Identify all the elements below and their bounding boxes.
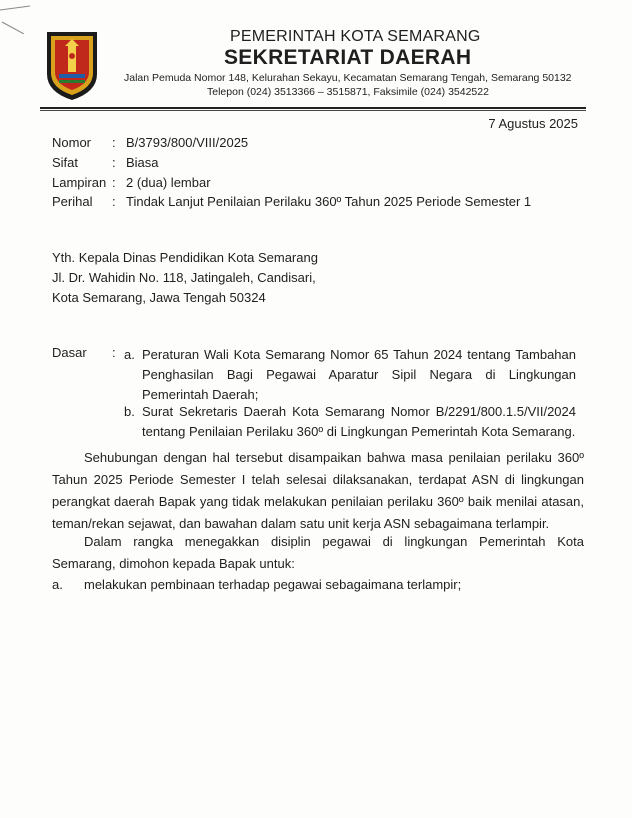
- paragraph-sehubungan: Sehubungan dengan hal tersebut disampaikan bahwa masa penilaian perilaku 360º Tahun 2025 Periode Semester I telah selesai dilaksanakan, terdapat ASN di lingkungan perangkat daerah Bapak yang tidak melakukan penilaian perilaku 360º baik menilai atasan, teman/rekan sejawat, dan bawahan dalam satu unit kerja ASN sebagaimana terlampir.: [52, 450, 584, 531]
- paragraph-dalam-rangka: Dalam rangka menegakkan disiplin pegawai di lingkungan Pemerintah Kota Semarang, dimohon kepada Bapak untuk:: [52, 534, 584, 571]
- header-office-name: SEKRETARIAT DAERAH: [224, 46, 472, 69]
- meta-label: Lampiran: [52, 175, 107, 190]
- dasar-item-text: Peraturan Wali Kota Semarang Nomor 65 Tahun 2024 tentang Tambahan Penghasilan Bagi Pegawai Aparatur Sipil Negara di Lingkungan Pemerintah Daerah;: [142, 347, 576, 402]
- scan-artifact-mark: [0, 4, 38, 34]
- dasar-item-b: [124, 402, 576, 442]
- meta-label: Sifat: [52, 155, 79, 170]
- dasar-item-a: [124, 345, 576, 405]
- list-item-marker: a.: [52, 577, 63, 592]
- header-government-name: PEMERINTAH KOTA SEMARANG: [230, 28, 481, 45]
- meta-value: 2 (dua) lembar: [126, 175, 211, 190]
- meta-row-sifat: Sifat : Biasa: [52, 155, 159, 170]
- meta-value: Tindak Lanjut Penilaian Perilaku 360º Tahun 2025 Periode Semester 1: [126, 194, 532, 209]
- dasar-item-text: Surat Sekretaris Daerah Kota Semarang Nomor B/2291/800.1.5/VII/2024 tentang Penilaian Perilaku 360º di Lingkungan Pemerintah Kota Semarang.: [142, 404, 576, 439]
- recipient-address-street: Jl. Dr. Wahidin No. 118, Jatingaleh, Candisari,: [52, 270, 316, 285]
- meta-row-perihal: Perihal : Tindak Lanjut Penilaian Perilaku 360º Tahun 2025 Periode Semester 1: [52, 194, 532, 209]
- dasar-label: Dasar: [52, 345, 87, 360]
- dasar-item-marker: a.: [124, 347, 135, 362]
- list-item-a: [52, 577, 461, 592]
- letter-page: PEMERINTAH KOTA SEMARANG SEKRETARIAT DAERAH Jalan Pemuda Nomor 148, Kelurahan Sekayu, Kecamatan Semarang Tengah, Semarang 50132 Telepon (024) 3513366 – 3515871, Faksimile (024) 3542522 7 Agustus 2025 Nomor : B/3793/800/VIII/2025 Sifat : Biasa Lampiran : 2 (dua) lembar Perihal : Tindak Lanjut Penilaian Perilaku 360º Tahun 2025 Periode Semester 1 Yth. Kepala Dinas Pendidikan Kota Semarang Jl. Dr. Wahidin No. 118, Jatingaleh, Candisari, Kota Semarang, Jawa Tengah 50324 Dasar : a. Peraturan Wali Kota Semarang Nomor 65 Tahun 2024 tentang Tambahan Penghasilan Bagi Pegawai Aparatur Sipil Negara di Lingkungan Pemerintah Daerah; b. Surat Sekretaris Daerah Kota Semarang Nomor B/2291/800.1.5/VII/2024 tentang Penilaian Perilaku 360º di Lingkungan Pemerintah Kota Semarang. Sehubungan dengan hal tersebut disampaikan bahwa masa penilaian perilaku 360º Tahun 2025 Periode Semester I telah selesai dilaksanakan, terdapat ASN di lingkungan perangkat daerah Bapak yang tidak melakukan penilaian perilaku 360º baik menilai atasan, teman/rekan sejawat, dan bawahan dalam satu unit kerja ASN sebagaimana terlampir. Dalam rangka menegakkan disiplin pegawai di lingkungan Pemerintah Kota Semarang, dimohon kepada Bapak untuk: a. melakukan pembinaan terhadap pegawai sebagaimana terlampir;: [0, 0, 632, 818]
- dasar-item-marker: b.: [124, 404, 135, 419]
- recipient-address-city: Kota Semarang, Jawa Tengah 50324: [52, 290, 266, 305]
- meta-label: Nomor: [52, 135, 92, 150]
- header-divider-thick: [40, 107, 586, 109]
- letter-date: 7 Agustus 2025: [488, 116, 578, 131]
- meta-row-lampiran: Lampiran : 2 (dua) lembar: [52, 175, 211, 190]
- recipient-line: Yth. Kepala Dinas Pendidikan Kota Semarang: [52, 250, 318, 265]
- header-divider-thin: [40, 110, 586, 111]
- semarang-city-emblem-icon: [45, 30, 99, 102]
- meta-row-nomor: Nomor : B/3793/800/VIII/2025: [52, 135, 249, 150]
- meta-value: B/3793/800/VIII/2025: [126, 135, 249, 150]
- meta-value: Biasa: [126, 155, 159, 170]
- meta-label: Perihal: [52, 194, 93, 209]
- header-address: Jalan Pemuda Nomor 148, Kelurahan Sekayu, Kecamatan Semarang Tengah, Semarang 50132: [124, 72, 572, 84]
- header-contact: Telepon (024) 3513366 – 3515871, Faksimile (024) 3542522: [207, 86, 489, 98]
- list-item-text: melakukan pembinaan terhadap pegawai sebagaimana terlampir;: [84, 577, 462, 592]
